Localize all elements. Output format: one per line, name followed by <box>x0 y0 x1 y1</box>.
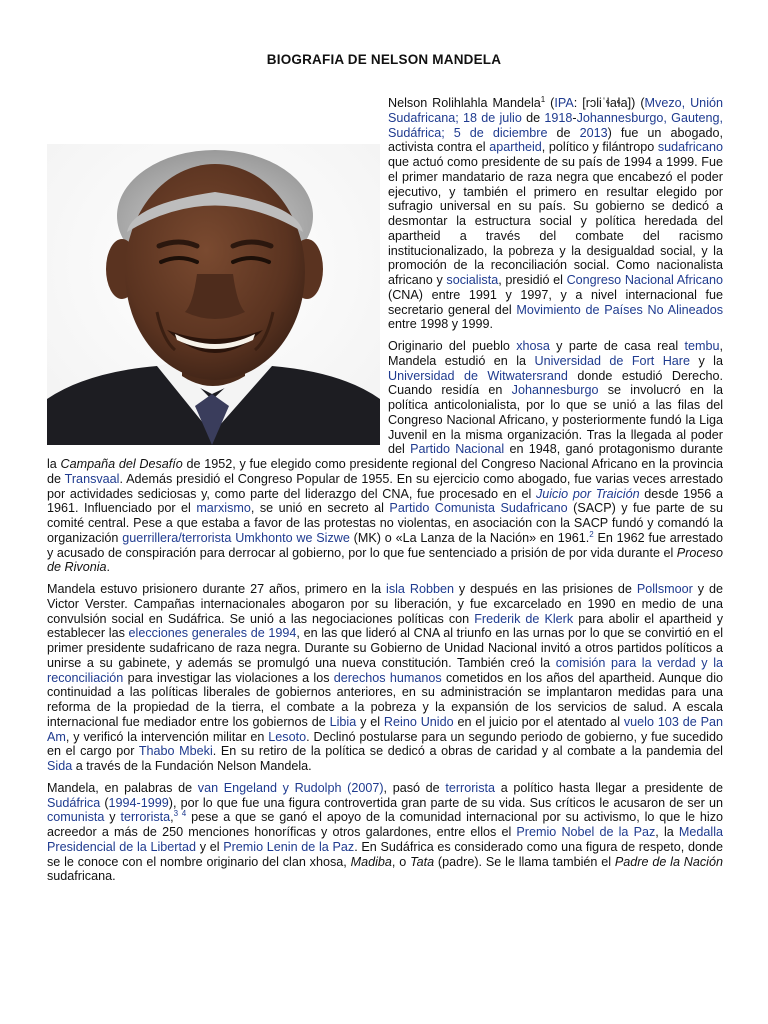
text-run: cometidos en los años del apartheid. Aunque dio continuidad a las políticas liberales de gobiernos anteriores, en su administración se implantaron medidas para una reforma de la propiedad de la tierra, el combate a la pobreza y la expansión de los servicios de salud. A escala internacional fue mediador entre los gobiernos de <box>47 670 723 729</box>
text-run: , político y filántropo <box>541 140 658 155</box>
text-run: ( <box>545 96 555 110</box>
text-run: y de Victor Verster. Campañas internacionales abogaron por su liberación, y fue excarcelado en 1990 en medio de una convulsión social en Sudáfrica. Se unió a las negociaciones políticas con <box>47 582 723 626</box>
text-run: desde 1956 a 1961. Influenciado por el <box>47 486 723 516</box>
text-link[interactable]: Johannesburgo, Gauteng, Sudáfrica; 5 de diciembre <box>388 110 723 140</box>
text-run: en el juicio por el atentado al <box>453 714 624 729</box>
text-link[interactable]: guerrillera/terrorista Umkhonto we Sizwe <box>122 530 350 545</box>
text-link[interactable]: IPA <box>554 96 574 110</box>
text-run: Padre de la Nación <box>614 854 723 869</box>
text-run: Mandela, en palabras de <box>47 780 198 795</box>
text-run: , presidió el <box>498 273 567 287</box>
text-run: y el <box>196 839 224 854</box>
text-link[interactable]: Johannesburgo <box>511 383 599 398</box>
text-link[interactable]: Mvezo, Unión Sudafricana; 18 de julio <box>388 96 723 125</box>
text-link[interactable]: tembu <box>684 339 720 353</box>
page-title: BIOGRAFIA DE NELSON MANDELA <box>266 52 502 67</box>
text-link[interactable]: Premio Lenin de la Paz <box>223 839 355 854</box>
text-run: . En su retiro de la política se dedicó a obras de caridad y al combate a la pandemia del <box>212 744 723 759</box>
text-link[interactable]: Premio Nobel de la Paz <box>516 825 656 839</box>
text-run: se involucró en la política anticolonialista, por lo que se unió a las filas del Congreso Nacional Africano, y posteriormente fundó la Liga Juvenil en la misma organización. Tras la llegada al poder del <box>388 383 723 457</box>
portrait-photo <box>47 144 380 445</box>
mandela-portrait-image <box>47 144 380 445</box>
text-link[interactable]: marxismo <box>196 501 251 516</box>
text-run: y después en las prisiones de <box>453 582 637 596</box>
text-link[interactable]: elecciones generales de 1994 <box>128 626 297 641</box>
text-link[interactable]: Congreso Nacional Africano <box>566 273 723 287</box>
text-run: , pasó de <box>383 780 446 795</box>
text-link[interactable]: comunista <box>47 810 105 825</box>
text-run: ) fue un abogado, activista contra el <box>388 125 723 155</box>
text-link[interactable]: terrorista <box>445 780 496 795</box>
text-run: a través de la Fundación Nelson Mandela. <box>72 759 312 773</box>
text-link[interactable]: Lesoto <box>268 729 307 744</box>
text-run: , Mandela estudió en la <box>388 339 723 368</box>
text-run: , y verificó la intervención militar en <box>65 729 269 744</box>
text-run: . En Sudáfrica es considerado como una figura de respeto, donde se le conoce con el nombre originario del clan xhosa, <box>47 839 724 869</box>
text-run: En 1962 fue arrestado y acusado de conspiración para derrocar al gobierno, por lo que fue sentenciado a prisión de por vida durante el <box>47 530 723 560</box>
text-link[interactable]: Partido Nacional <box>410 442 505 457</box>
text-link[interactable]: Sudáfrica <box>47 795 101 810</box>
text-link[interactable]: Medalla Presidencial de la Libertad <box>47 825 723 854</box>
text-run: Mandela estuvo prisionero durante 27 años, primero en la <box>47 582 387 596</box>
text-run: . <box>106 560 111 575</box>
text-run: Madiba <box>350 854 392 869</box>
text-link[interactable]: Sida <box>47 759 73 773</box>
text-run: (padre). Se le llama también el <box>434 854 615 869</box>
text-link[interactable]: isla Robben <box>386 582 454 596</box>
text-link[interactable]: 2013 <box>579 125 608 140</box>
text-run: a político hasta llegar a presidente de <box>495 780 723 795</box>
text-run: 1 <box>540 94 546 104</box>
text-run: entre 1998 y 1999. <box>388 317 494 332</box>
text-run: pese a que se ganó el apoyo de la comunidad internacional por su activismo, lo que le hizo acreedor a más de 250 menciones honoríficas y otros galardones, entre ellos el <box>47 810 723 839</box>
text-link[interactable]: Libia <box>329 714 357 729</box>
text-run: - <box>572 110 577 125</box>
text-link[interactable]: socialista <box>446 273 499 287</box>
text-link[interactable]: apartheid <box>489 140 542 155</box>
text-link[interactable]: xhosa <box>516 339 550 353</box>
text-run: Nelson Rolihlahla Mandela <box>388 96 541 110</box>
text-run: y <box>104 810 121 825</box>
text-run: para abolir el apartheid y establecer las <box>47 611 723 641</box>
text-run: , <box>170 810 174 825</box>
text-run: que actuó como presidente de su país de 1994 a 1999. Fue el primer mandatario de raza negra que encabezó el poder ejecutivo, y también el primero en resultar elegido por sufragio universal en su país. Su gobierno se dedicó a desmontar la estructura social y política heredada del apartheid a través del combate del racismo institucionalizado, la pobreza y la desigualdad social, y la promoción de la reconciliación social. Como nacionalista africano y <box>388 155 723 287</box>
text-link[interactable]: 3 4 <box>173 809 187 819</box>
paragraph-presidency <box>47 582 723 774</box>
text-run: donde estudió Derecho. Cuando residía en <box>388 368 723 398</box>
text-run: Tata <box>410 854 435 869</box>
text-run: y parte de casa real <box>549 339 685 353</box>
text-run: , en las que lideró al CNA al triunfo en las urnas por lo que se convirtió en el primer presidente sudafricano de raza negra. Durante su Gobierno de Unidad Nacional invitó a otros partidos políticos a unirse a su gabinete, y además se promulgó una nueva constitución. También creó la <box>47 626 723 670</box>
text-run: , la <box>655 825 679 839</box>
text-link[interactable]: comisión para la verdad y la reconciliación <box>47 655 723 685</box>
text-run: . Además presidió el Congreso Popular de 1955. En su ejercicio como abogado, fue varias veces arrestado por actividades sediciosas y, como parte del liderazgo del CNA, fue procesado en el <box>47 471 723 501</box>
text-run: de <box>521 110 545 125</box>
text-link[interactable]: van Engeland y Rudolph (2007) <box>197 780 384 795</box>
text-run: y la <box>690 353 723 368</box>
text-link[interactable]: terrorista <box>120 810 171 825</box>
article-body <box>47 96 723 891</box>
text-run: . Declinó postularse para un segundo periodo de gobierno, y fue sucedido en el cargo por <box>47 729 723 759</box>
text-run: (CNA) entre 1991 y 1997, y a nivel internacional fue secretario general del <box>388 287 723 317</box>
text-link[interactable]: Reino Unido <box>383 714 454 729</box>
text-link[interactable]: vuelo 103 de Pan Am <box>47 714 723 744</box>
text-link[interactable]: sudafricano <box>657 140 723 155</box>
text-link[interactable]: Universidad de Fort Hare <box>534 353 690 368</box>
text-run: ( <box>100 795 109 810</box>
text-run: Campaña del Desafío <box>60 457 183 471</box>
text-run: y el <box>356 714 384 729</box>
text-link[interactable]: Frederik de Klerk <box>474 611 574 626</box>
text-run: (SACP) y fue parte de su comité central. Pese a que estaba a favor de las protestas no violentas, en asociación con la SACP fundó y comandó la organización <box>47 501 723 545</box>
text-run: , se unió en secreto al <box>250 501 390 516</box>
text-link[interactable]: Universidad de Witwatersrand <box>388 368 568 383</box>
text-link[interactable]: Juicio por Traición <box>535 486 640 501</box>
text-link[interactable]: Thabo Mbeki <box>138 744 213 759</box>
text-run: en 1948, ganó protagonismo durante la <box>47 442 724 471</box>
text-run: sudafricana. <box>47 869 116 884</box>
text-link[interactable]: 1994-1999 <box>108 795 169 810</box>
text-link[interactable]: Partido Comunista Sudafricano <box>389 501 568 516</box>
text-link[interactable]: Pollsmoor <box>636 582 693 596</box>
text-run: : [rɔliˈɬaɬa]) ( <box>573 96 645 110</box>
text-link[interactable]: derechos humanos <box>333 670 442 685</box>
text-run: Proceso de Rivonia <box>47 545 723 575</box>
text-link[interactable]: Movimiento de Países No Alineados <box>516 302 723 317</box>
text-link[interactable]: 2 <box>589 529 594 539</box>
text-run: ), por lo que fue una figura controvertida gran parte de su vida. Sus críticos le acusaron de ser un <box>168 795 723 810</box>
text-run: de 1952, y fue elegido como presidente regional del Congreso Nacional Africano en la provincia de <box>47 457 723 486</box>
text-run: Originario del pueblo <box>388 339 517 353</box>
text-run: , o <box>391 854 411 869</box>
text-run: (MK) o «La Lanza de la Nación» en 1961. <box>349 530 590 545</box>
text-run: de <box>547 125 580 140</box>
text-link[interactable]: Transvaal <box>64 471 120 486</box>
text-link[interactable]: 1918 <box>544 110 573 125</box>
text-run: para investigar las violaciones a los <box>123 670 334 685</box>
paragraph-legacy <box>47 781 723 884</box>
